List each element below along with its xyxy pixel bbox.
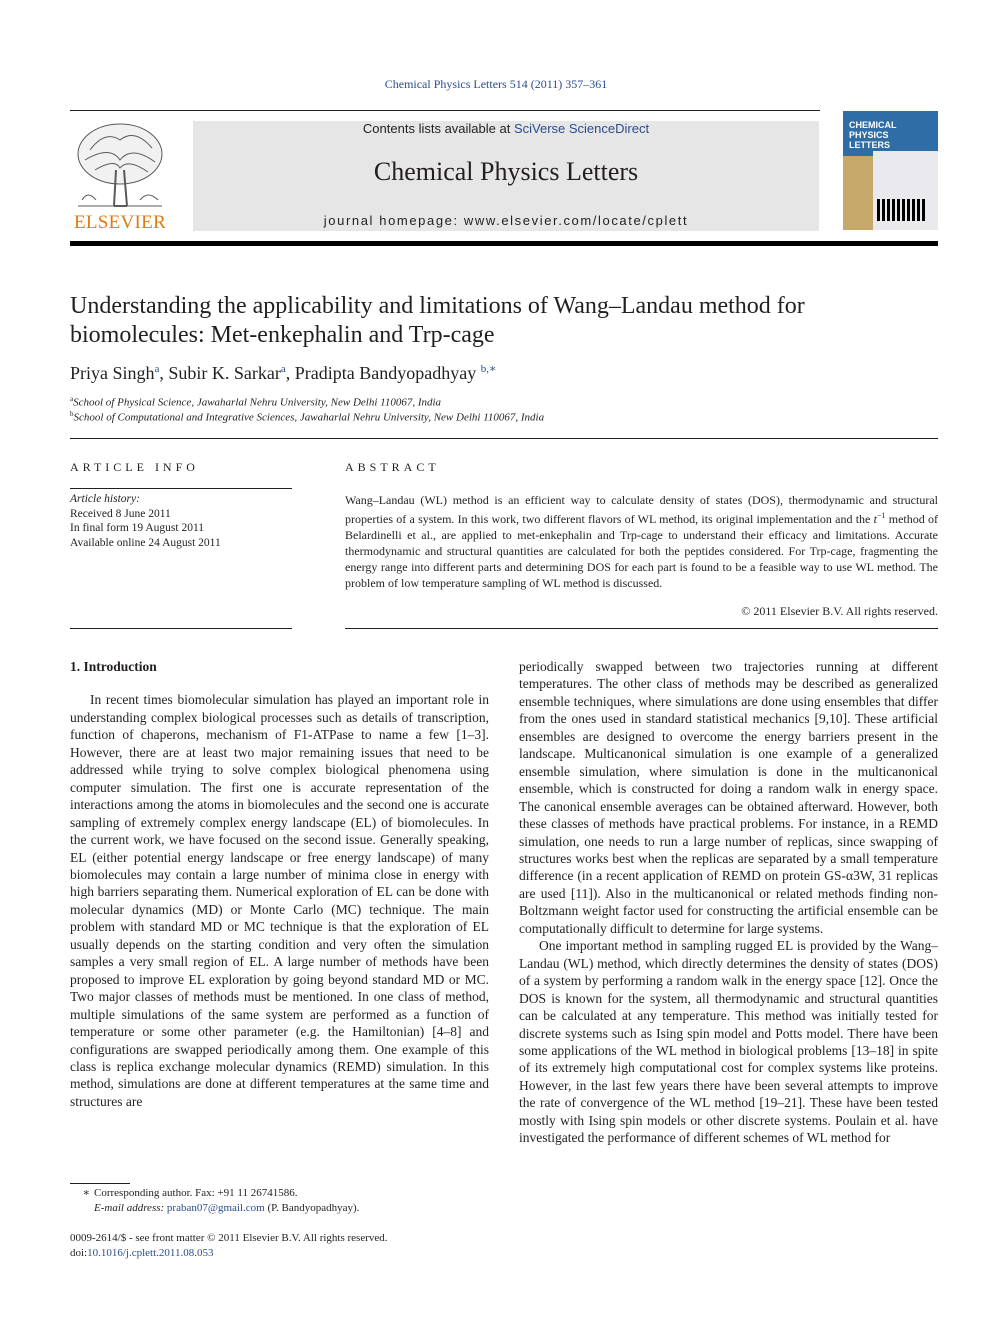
body-left-column xyxy=(70,658,489,1110)
page-footer xyxy=(70,1231,388,1260)
affiliation-text: School of Computational and Integrative Sciences, Jawaharlal Nehru University, New Delhi 110067, India xyxy=(73,411,545,424)
journal-name: Chemical Physics Letters xyxy=(373,157,639,186)
journal-citation[interactable]: Chemical Physics Letters 514 (2011) 357–361 xyxy=(384,77,608,91)
contents-prefix: Contents lists available at xyxy=(362,121,514,136)
author-affil-sup[interactable]: a xyxy=(280,363,286,375)
abstract-part: method of Belardinelli et al., are applied to met-enkephalin and Trp-cage to understand their efficacy and limitations. Accurate thermodynamic and structural quantities are calculated for both the peptides considered. For Trp-cage, fragmenting the energy range into different parts and determining DOS for each part is found to be a feasible way to use WL method. The problem of low temperature sampling of WL method is discussed. xyxy=(345,512,938,590)
body-paragraph: periodically swapped between two trajectories running at different temperatures. The other class of methods may be described as generalized ensemble techniques, where simulations are done using ensembles that differ from the ones used in standard statistical mechanics [9,10]. These artificial ensembles are designed to overcome the energy barriers present in the landscape. Multicanonical simulation is one example of a generalized ensemble simulation, where simulation is done in the multicanonical ensemble, which is constructed for doing a random walk in energy space. The canonical ensemble averages can be obtained afterward. However, both these classes of methods have practical problems. For instance, in a REMD simulation, one needs to run a large number of replicas, since swapping of structures works best when the replicas are separated by a small temperature difference (in a recent application of REMD on protein GS-α3W, 31 replicas are used [11]). Also in the multicanonical or related methods finding non-Boltzmann weight factor used for constructing the artificial ensemble can be computationally difficult to determine for large systems. xyxy=(519,659,938,936)
abstract-text xyxy=(345,492,938,591)
email-label: E-mail address: xyxy=(94,1202,165,1214)
article-history xyxy=(70,492,221,550)
cover-title: CHEMICAL PHYSICS LETTERS xyxy=(849,120,897,150)
issn-line: 0009-2614/$ - see front matter © 2011 Elsevier B.V. All rights reserved. xyxy=(70,1232,388,1244)
author-affil-sup[interactable]: b,∗ xyxy=(480,363,497,375)
body-right-column xyxy=(519,658,938,1147)
sciencedirect-link[interactable]: SciVerse ScienceDirect xyxy=(513,121,650,136)
corresponding-author-footnote xyxy=(70,1186,359,1216)
abstract-heading: ABSTRACT xyxy=(345,460,440,474)
author-affil-sup[interactable]: a xyxy=(154,363,160,375)
doi-label: doi: xyxy=(70,1246,88,1259)
affiliation-sup: a xyxy=(70,395,74,403)
abstract-bottom-rule xyxy=(345,628,938,629)
body-paragraph: In recent times biomolecular simulation has played an important role in understanding complex biological processes such as details of transcription, function of chaperons, mechanism of F1-ATPase to name a few [1–3]. However, there are at least two major remaining issues that need to be addressed while trying to solve complex biological phenomena using computer simulation. The first one is accurate representation of the interactions among the atoms in biomolecules and the second one is accurate sampling of extremely complex energy landscape (EL) of biomolecules. In the current work, we have focused on the second issue. Generally speaking, EL (either potential energy landscape or free energy landscape) of many biomolecules may contain a large number of minima close in energy with high barriers separating them. Numerical exploration of EL can be done with molecular dynamics (MD) or Monte Carlo (MC) technique. The main problem with standard MD or MC technique is that the exploration of EL usually depends on the starting condition and very often the simulation samples a very small region of EL. A large number of methods have been proposed to improve EL exploration by going beyond standard MD or MC. Two major classes of methods must be mentioned. In one class of method, multiple simulations of the same system are performed as a function of temperature or some other parameter (e.g. the Hamiltonian) [4–8] and configurations are swapped periodically among them. One example of this class is replica exchange molecular dynamics (REMD) simulation. In this method, simulations are done at different temperatures at the same time and structures are xyxy=(70,692,489,1109)
journal-cover-thumbnail xyxy=(843,111,938,230)
affiliation-divider xyxy=(70,438,938,439)
final-form-date: In final form 19 August 2011 xyxy=(70,522,205,534)
abstract-copyright: © 2011 Elsevier B.V. All rights reserved. xyxy=(741,604,938,618)
author-name: Subir K. Sarkar xyxy=(168,363,281,383)
header-thick-rule xyxy=(70,241,938,246)
footnote-star: ∗ xyxy=(82,1187,90,1199)
email-owner: (P. Bandyopadhyay). xyxy=(267,1202,360,1214)
author-email-link[interactable]: praban07@gmail.com xyxy=(166,1202,265,1214)
article-info-heading: ARTICLE INFO xyxy=(70,460,199,474)
received-date: Received 8 June 2011 xyxy=(70,507,171,520)
author-name: Pradipta Bandyopadhyay xyxy=(294,363,477,383)
author-name: Priya Singh xyxy=(70,363,155,383)
affiliation-sup: b xyxy=(70,410,74,418)
article-info-bottom-rule xyxy=(70,628,292,629)
doi-link[interactable]: 10.1016/j.cplett.2011.08.053 xyxy=(87,1246,214,1259)
affiliation-text: School of Physical Science, Jawaharlal Nehru University, New Delhi 110067, India xyxy=(73,396,442,409)
history-label: Article history: xyxy=(70,493,140,505)
abstract-part: Wang–Landau (WL) method is an efficient way to calculate density of states (DOS), thermodynamic and structural properties of a system. In this work, two different flavors of WL method, its original implementation and the xyxy=(345,493,938,526)
body-paragraph: One important method in sampling rugged EL is provided by the Wang–Landau (WL) method, which directly determines the density of states (DOS) of a system by performing a random walk in the energy space [12]. Once the DOS is known for the system, all thermodynamic and structural quantities can be calculated at any temperature. This method was initially tested for discrete systems such as Ising spin model and Potts model. There have been some applications of the WL method in biological problems [13–18] in spite of its extremely high computational cost for complex systems like proteins. However, in the last few years there have been several attempts to improve the rate of convergence of the WL method [19–21]. These have been tested mostly with Ising spin models or other discrete systems. Poulain et al. have investigated the performance of different schemes of WL method for xyxy=(519,938,938,1146)
affiliation-a xyxy=(70,395,441,409)
footnote-corresponding: Corresponding author. Fax: +91 11 26741586. xyxy=(94,1187,298,1199)
t-exponent: −1 xyxy=(876,511,886,520)
author-list: Priya Singh$^a$, Subir K. Sarkar$^a$, Pradipta Bandyopadhyay $^{b,∗}$ xyxy=(70,363,497,383)
header-divider xyxy=(70,110,820,111)
article-info-rule xyxy=(70,488,292,489)
online-date: Available online 24 August 2011 xyxy=(70,536,221,549)
affiliation-b xyxy=(70,410,544,424)
contents-line xyxy=(193,121,819,136)
section-heading: 1. Introduction xyxy=(70,659,157,674)
elsevier-wordmark: ELSEVIER xyxy=(73,212,167,233)
footnote-rule xyxy=(70,1183,130,1184)
article-title: Understanding the applicability and limitations of Wang–Landau method for biomolecules: Met-enkephalin and Trp-cage xyxy=(70,293,805,348)
t-symbol: t xyxy=(873,512,877,526)
journal-homepage[interactable]: journal homepage: www.elsevier.com/locate/cplett xyxy=(323,213,689,228)
